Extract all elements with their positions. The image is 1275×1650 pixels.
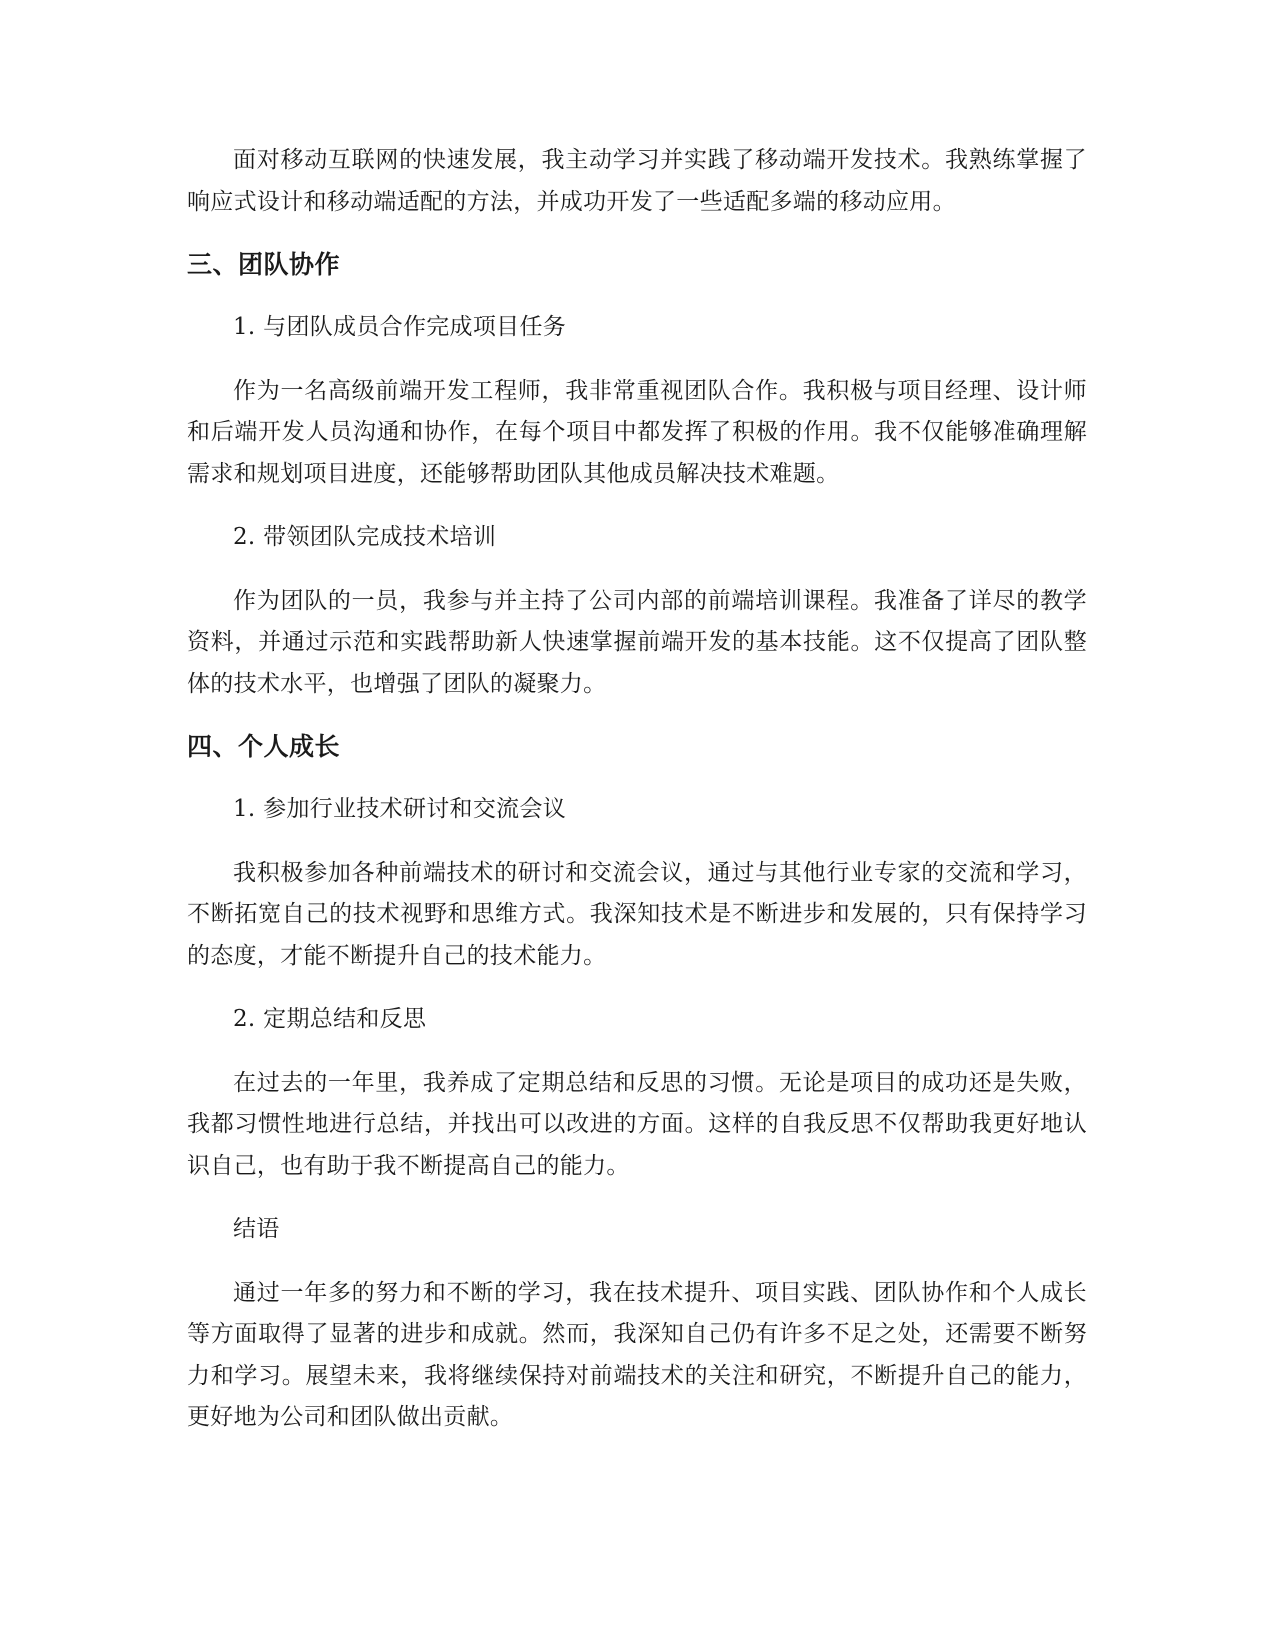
subheading-conferences: 1. 参加行业技术研讨和交流会议 <box>233 796 567 822</box>
paragraph-training: 作为团队的一员，我参与并主持了公司内部的前端培训课程。我准备了详尽的教学资料，并通过示范和实践帮助新人快速掌握前端开发的基本技能。这不仅提高了团队整体的技术水平，也增强了团队的凝聚力。 <box>187 587 1087 697</box>
subheading-reflection: 2. 定期总结和反思 <box>233 1006 427 1032</box>
section-heading-teamwork: 三、团队协作 <box>187 250 341 279</box>
paragraph-conferences: 我积极参加各种前端技术的研讨和交流会议，通过与其他行业专家的交流和学习，不断拓宽自己的技术视野和思维方式。我深知技术是不断进步和发展的，只有保持学习的态度，才能不断提升自己的技术能力。 <box>187 859 1087 969</box>
paragraph-reflection: 在过去的一年里，我养成了定期总结和反思的习惯。无论是项目的成功还是失败，我都习惯性地进行总结，并找出可以改进的方面。这样的自我反思不仅帮助我更好地认识自己，也有助于我不断提高自己的能力。 <box>187 1069 1087 1179</box>
section-heading-growth: 四、个人成长 <box>187 732 341 761</box>
paragraph-collaboration: 作为一名高级前端开发工程师，我非常重视团队合作。我积极与项目经理、设计师和后端开发人员沟通和协作，在每个项目中都发挥了积极的作用。我不仅能够准确理解需求和规划项目进度，还能够帮助团队其他成员解决技术难题。 <box>187 377 1087 487</box>
subheading-collaboration: 1. 与团队成员合作完成项目任务 <box>233 314 567 340</box>
conclusion-paragraph: 通过一年多的努力和不断的学习，我在技术提升、项目实践、团队协作和个人成长等方面取得了显著的进步和成就。然而，我深知自己仍有许多不足之处，还需要不断努力和学习。展望未来，我将继续保持对前端技术的关注和研究，不断提升自己的能力，更好地为公司和团队做出贡献。 <box>187 1279 1087 1430</box>
conclusion-title: 结语 <box>233 1216 280 1242</box>
document-page <box>187 140 1087 1461</box>
intro-paragraph: 面对移动互联网的快速发展，我主动学习并实践了移动端开发技术。我熟练掌握了响应式设计和移动端适配的方法，并成功开发了一些适配多端的移动应用。 <box>187 147 1087 215</box>
subheading-training: 2. 带领团队完成技术培训 <box>233 524 497 550</box>
